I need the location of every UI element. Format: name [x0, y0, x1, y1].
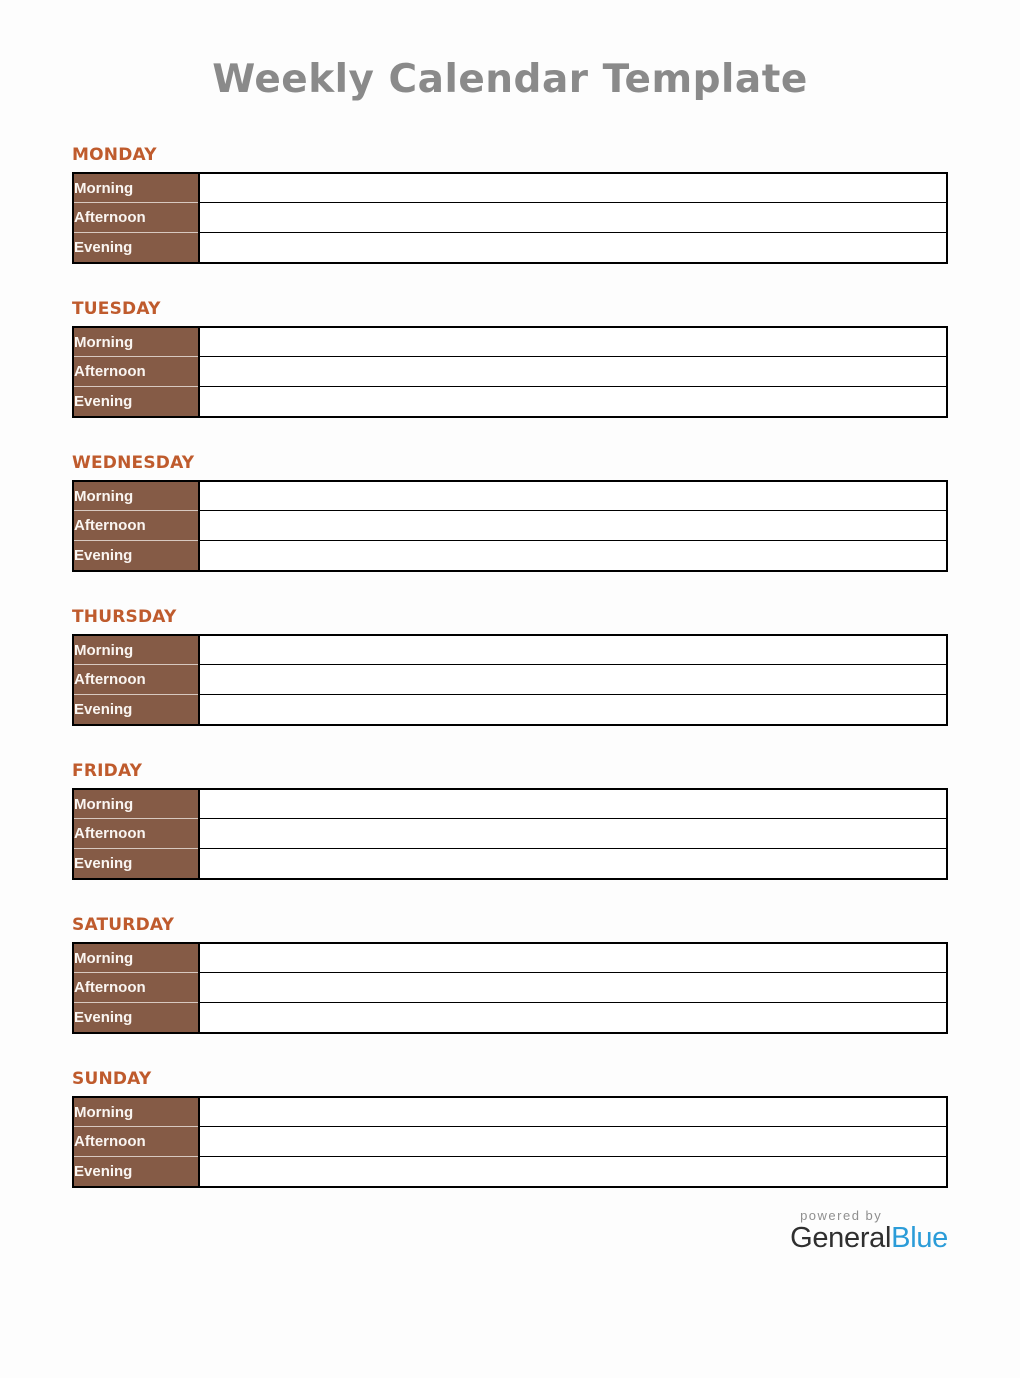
powered-by-text: powered by — [800, 1207, 883, 1223]
table-row — [73, 1003, 947, 1033]
row-label-evening: Evening — [73, 695, 199, 725]
row-label-afternoon: Afternoon — [73, 511, 199, 541]
day-heading-tuesday: TUESDAY — [72, 298, 161, 319]
row-label-evening: Evening — [73, 541, 199, 571]
page-title: Weekly Calendar Template — [212, 57, 808, 102]
row-value-afternoon — [199, 357, 947, 387]
brand-wordmark — [790, 1223, 948, 1253]
table-row — [73, 695, 947, 725]
table-row — [73, 943, 947, 973]
row-label-morning: Morning — [73, 173, 199, 203]
row-label-morning: Morning — [73, 481, 199, 511]
table-row — [73, 819, 947, 849]
brand-general: General — [790, 1221, 892, 1254]
row-label-evening: Evening — [73, 849, 199, 879]
day-table-thursday — [72, 634, 948, 726]
day-section-sunday — [72, 1068, 948, 1188]
row-label-evening: Evening — [73, 1003, 199, 1033]
row-label-morning: Morning — [73, 1097, 199, 1127]
row-label-evening: Evening — [73, 1157, 199, 1187]
table-row — [73, 973, 947, 1003]
day-heading-friday: FRIDAY — [72, 760, 143, 781]
row-label-afternoon: Afternoon — [73, 665, 199, 695]
day-section-saturday — [72, 914, 948, 1034]
row-value-afternoon — [199, 819, 947, 849]
row-label-evening: Evening — [73, 387, 199, 417]
row-label-afternoon: Afternoon — [73, 357, 199, 387]
table-row — [73, 357, 947, 387]
table-row — [73, 541, 947, 571]
day-table-sunday — [72, 1096, 948, 1188]
day-heading-saturday: SATURDAY — [72, 914, 175, 935]
row-value-afternoon — [199, 511, 947, 541]
table-row — [73, 665, 947, 695]
row-label-afternoon: Afternoon — [73, 203, 199, 233]
row-value-afternoon — [199, 1127, 947, 1157]
row-label-afternoon: Afternoon — [73, 819, 199, 849]
generalblue-logo — [790, 1208, 948, 1253]
brand-blue: Blue — [891, 1221, 948, 1254]
row-value-morning — [199, 173, 947, 203]
day-table-friday — [72, 788, 948, 880]
row-value-afternoon — [199, 973, 947, 1003]
day-section-monday — [72, 144, 948, 264]
row-label-evening: Evening — [73, 233, 199, 263]
table-row — [73, 327, 947, 357]
table-row — [73, 1157, 947, 1187]
table-row — [73, 789, 947, 819]
table-row — [73, 387, 947, 417]
row-value-afternoon — [199, 203, 947, 233]
day-heading-wednesday: WEDNESDAY — [72, 452, 195, 473]
row-label-morning: Morning — [73, 635, 199, 665]
row-value-morning — [199, 635, 947, 665]
table-row — [73, 511, 947, 541]
day-heading-monday: MONDAY — [72, 144, 157, 165]
day-table-tuesday — [72, 326, 948, 418]
row-value-evening — [199, 849, 947, 879]
table-row — [73, 233, 947, 263]
row-value-morning — [199, 481, 947, 511]
day-section-tuesday — [72, 298, 948, 418]
row-label-afternoon: Afternoon — [73, 1127, 199, 1157]
row-value-evening — [199, 1003, 947, 1033]
row-label-morning: Morning — [73, 327, 199, 357]
row-label-afternoon: Afternoon — [73, 973, 199, 1003]
table-row — [73, 481, 947, 511]
row-value-morning — [199, 1097, 947, 1127]
table-row — [73, 203, 947, 233]
row-value-evening — [199, 387, 947, 417]
table-row — [73, 173, 947, 203]
day-table-saturday — [72, 942, 948, 1034]
day-table-monday — [72, 172, 948, 264]
calendar-body — [72, 144, 948, 1188]
table-row — [73, 1097, 947, 1127]
row-label-morning: Morning — [73, 789, 199, 819]
table-row — [73, 1127, 947, 1157]
row-value-morning — [199, 789, 947, 819]
day-section-friday — [72, 760, 948, 880]
row-value-evening — [199, 1157, 947, 1187]
day-table-wednesday — [72, 480, 948, 572]
row-value-morning — [199, 943, 947, 973]
day-section-thursday — [72, 606, 948, 726]
table-row — [73, 849, 947, 879]
day-heading-sunday: SUNDAY — [72, 1068, 152, 1089]
row-value-morning — [199, 327, 947, 357]
row-value-evening — [199, 233, 947, 263]
row-value-evening — [199, 541, 947, 571]
row-value-evening — [199, 695, 947, 725]
day-heading-thursday: THURSDAY — [72, 606, 177, 627]
table-row — [73, 635, 947, 665]
document-page — [0, 58, 1020, 1378]
row-value-afternoon — [199, 665, 947, 695]
day-section-wednesday — [72, 452, 948, 572]
footer — [72, 1208, 948, 1253]
row-label-morning: Morning — [73, 943, 199, 973]
